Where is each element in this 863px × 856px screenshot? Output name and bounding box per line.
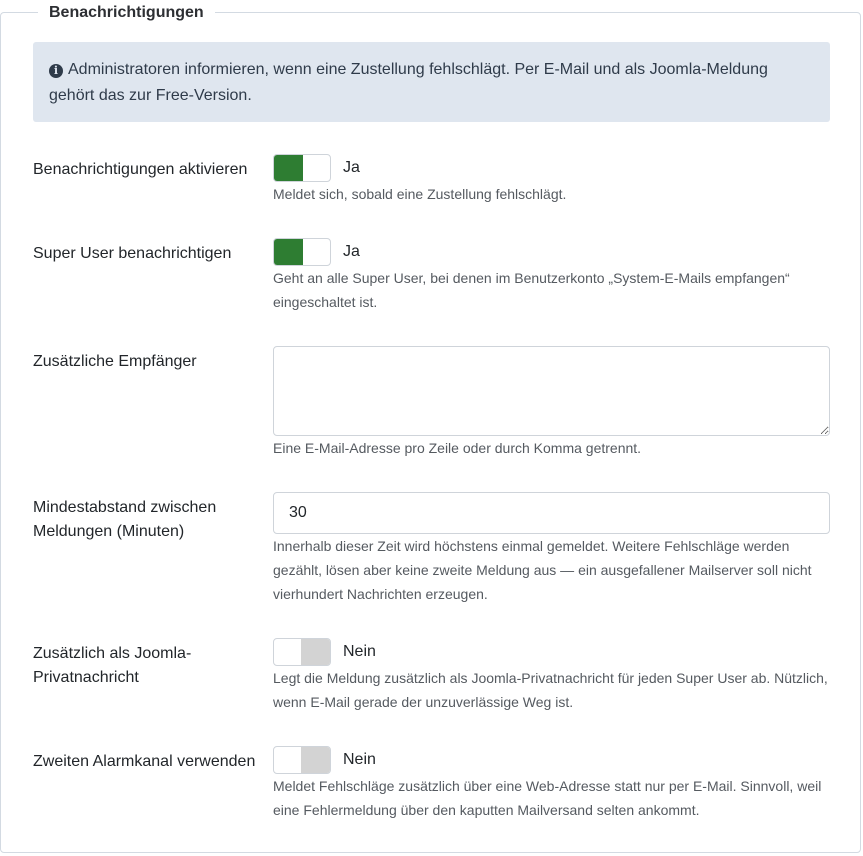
switch-knob (274, 239, 303, 265)
private-message-value: Nein (343, 643, 376, 660)
additional-recipients-description: Eine E-Mail-Adresse pro Zeile oder durch Komma getrennt. (273, 440, 642, 456)
private-message-switch[interactable] (273, 638, 331, 666)
notify-superuser-switch[interactable] (273, 238, 331, 266)
min-interval-label: Mindestabstand zwischen Meldungen (Minuten) (33, 499, 217, 540)
notify-superuser-value: Ja (343, 243, 360, 260)
enable-notifications-description: Meldet sich, sobald eine Zustellung fehlschlägt. (273, 186, 567, 202)
enable-notifications-value: Ja (343, 159, 360, 176)
enable-notifications-label: Benachrichtigungen aktivieren (33, 161, 248, 178)
second-channel-description: Meldet Fehlschläge zusätzlich über eine Web-Adresse statt nur per E-Mail. Sinnvoll, weil eine Fehlermeldung über den kaputten Mailversand selten ankommt. (273, 778, 822, 818)
second-channel-label: Zweiten Alarmkanal verwenden (33, 753, 256, 770)
private-message-label: Zusätzlich als Joomla-Privatnachricht (33, 645, 192, 686)
info-alert-text: Administratoren informieren, wenn eine Zustellung fehlschlägt. Per E-Mail und als Joomla-Meldung gehört das zur Free-Version. (49, 61, 768, 104)
notify-superuser-label: Super User benachrichtigen (33, 245, 232, 262)
info-alert (33, 42, 830, 122)
second-channel-value: Nein (343, 751, 376, 768)
switch-knob (301, 747, 330, 773)
min-interval-input[interactable] (273, 492, 830, 534)
additional-recipients-textarea[interactable] (273, 346, 830, 436)
second-channel-switch[interactable] (273, 746, 331, 774)
switch-knob (301, 639, 330, 665)
min-interval-description: Innerhalb dieser Zeit wird höchstens einmal gemeldet. Weitere Fehlschläge werden gezählt, lösen aber keine zweite Meldung aus — ein ausgefallener Mailserver soll nicht vierhundert Nachrichten erzeugen. (273, 538, 812, 602)
notify-superuser-description: Geht an alle Super User, bei denen im Benutzerkonto „System-E-Mails empfangen“ eingeschaltet ist. (273, 270, 790, 310)
switch-knob (274, 155, 303, 181)
info-circle-icon: i (49, 64, 63, 78)
additional-recipients-label: Zusätzliche Empfänger (33, 353, 197, 370)
enable-notifications-switch[interactable] (273, 154, 331, 182)
fieldset-legend: Benachrichtigungen (38, 3, 215, 23)
private-message-description: Legt die Meldung zusätzlich als Joomla-Privatnachricht für jeden Super User ab. Nützlich, wenn E-Mail gerade der unzuverlässige Weg ist. (273, 670, 828, 710)
